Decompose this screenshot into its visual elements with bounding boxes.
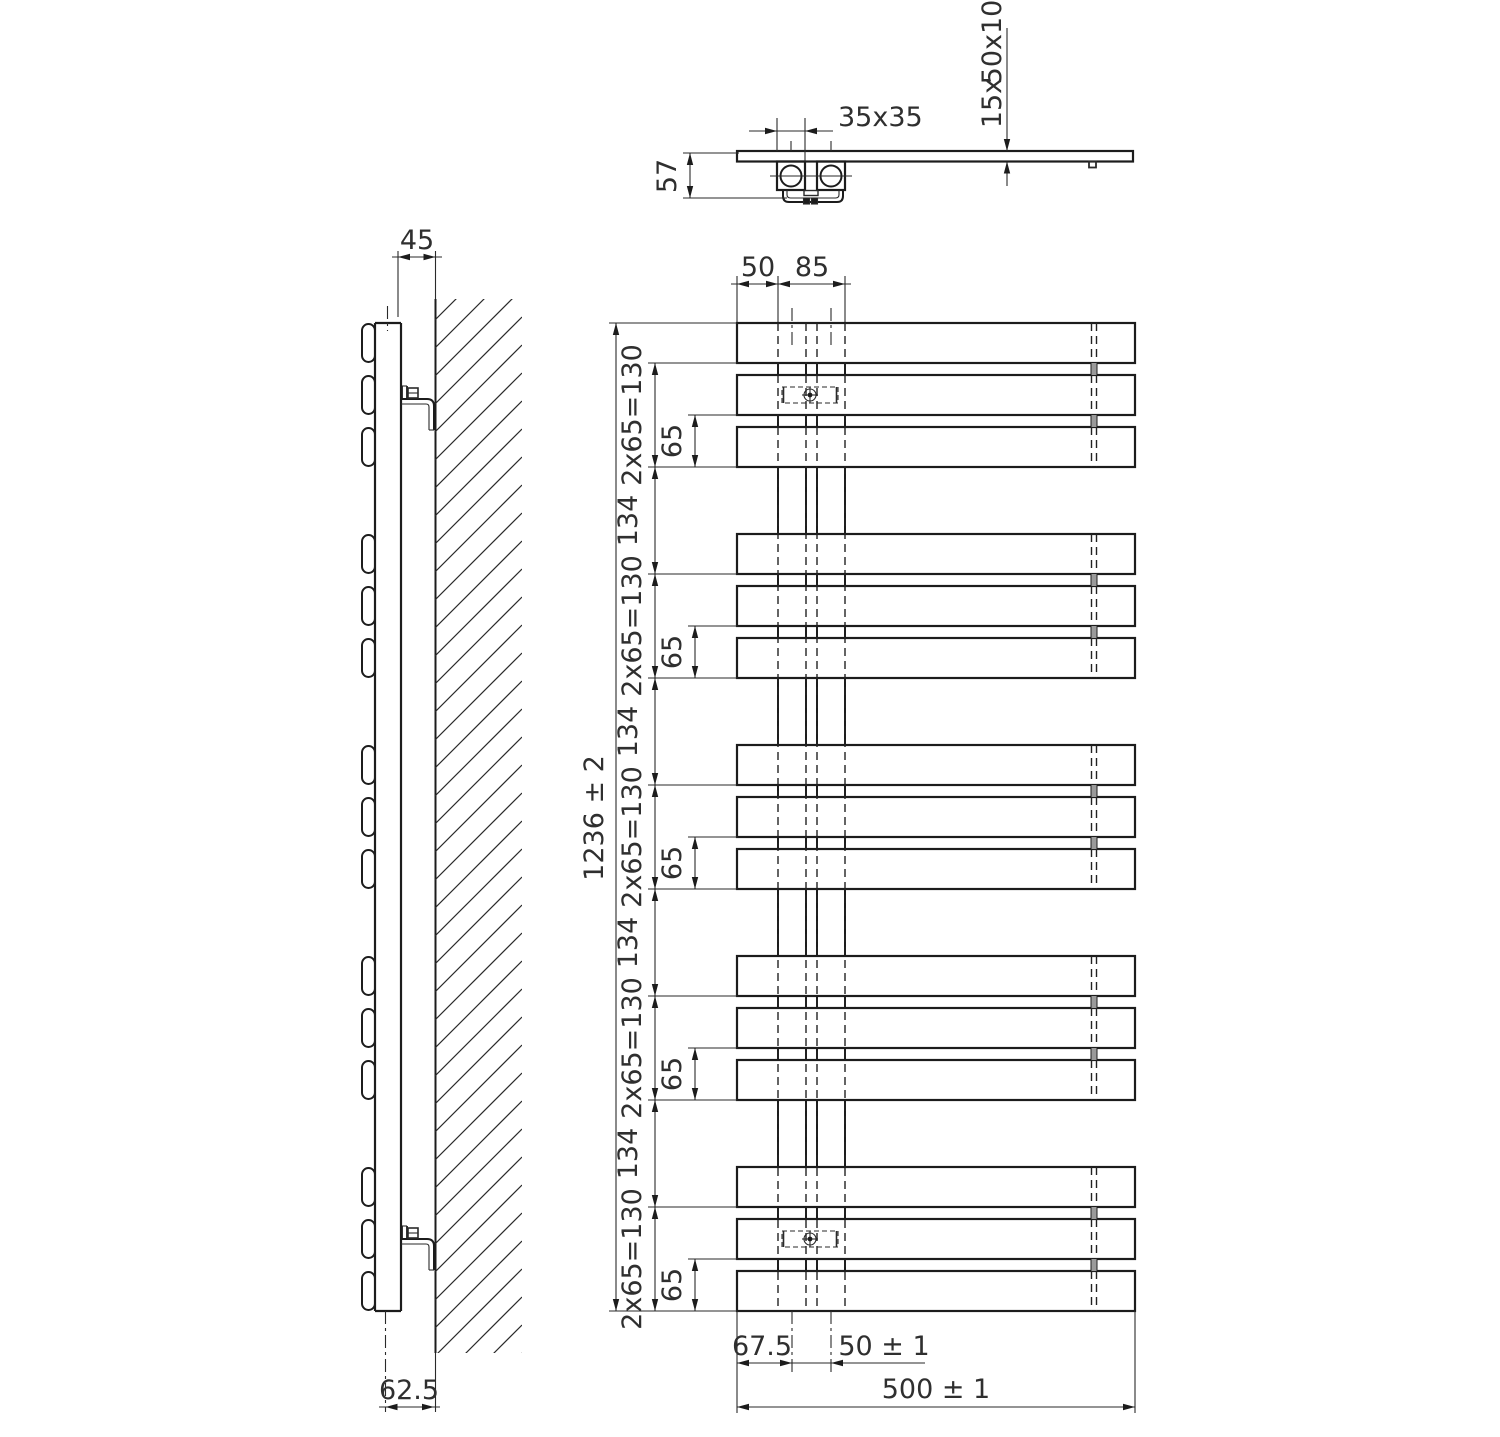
front-bar bbox=[737, 375, 1135, 415]
top-bar-plate bbox=[737, 151, 1133, 162]
dim-group-pitch: 2x65=130 bbox=[617, 344, 648, 486]
bracket-screw-center bbox=[808, 1237, 813, 1242]
hatch-line bbox=[435, 1101, 522, 1188]
hatch-line bbox=[435, 1213, 522, 1300]
dim-group-pitch: 2x65=130 bbox=[617, 555, 648, 697]
arrowhead-icon bbox=[613, 323, 619, 335]
arrowhead-icon bbox=[687, 153, 693, 165]
right-strip-gap-fill bbox=[1092, 837, 1097, 849]
arrowhead-icon bbox=[652, 984, 658, 996]
hatch-line bbox=[435, 1045, 522, 1132]
dimension-arrows bbox=[386, 128, 1136, 1410]
side-bar bbox=[362, 535, 375, 573]
arrowhead-icon bbox=[687, 186, 693, 198]
wall-hatching bbox=[435, 233, 522, 1437]
front-bar bbox=[737, 427, 1135, 467]
hatch-line bbox=[435, 933, 522, 1020]
arrowhead-icon bbox=[652, 678, 658, 690]
arrowhead-icon bbox=[652, 773, 658, 785]
dim-group-pitch: 2x65=130 bbox=[617, 766, 648, 908]
dim-group-gap: 134 bbox=[613, 705, 644, 758]
dimension-lines bbox=[379, 28, 1135, 1437]
side-bar bbox=[362, 376, 375, 414]
hatch-line bbox=[435, 905, 522, 992]
arrowhead-icon bbox=[692, 626, 698, 638]
side-bar bbox=[362, 1272, 375, 1310]
arrowhead-icon bbox=[692, 837, 698, 849]
side-bar bbox=[362, 957, 375, 995]
front-bar bbox=[737, 1167, 1135, 1207]
hatch-line bbox=[435, 513, 522, 600]
hatch-line bbox=[435, 289, 522, 376]
dimension-labels bbox=[379, 0, 1008, 1406]
bracket-screw-center bbox=[808, 393, 813, 398]
front-bar bbox=[737, 534, 1135, 574]
arrowhead-icon bbox=[692, 877, 698, 889]
arrowhead-icon bbox=[652, 1207, 658, 1219]
hatch-line bbox=[435, 1017, 522, 1104]
hatch-line bbox=[435, 1185, 522, 1272]
right-strip-gap-fill bbox=[1092, 1048, 1097, 1060]
dim-bar-count: 15x bbox=[977, 77, 1008, 129]
arrowhead-icon bbox=[1004, 162, 1010, 174]
side-bar bbox=[362, 324, 375, 362]
dim-group-gap: 134 bbox=[613, 1127, 644, 1180]
right-strip-gap-fill bbox=[1092, 785, 1097, 797]
arrowhead-icon bbox=[692, 1299, 698, 1311]
hatch-line bbox=[435, 457, 522, 544]
hatch-line bbox=[435, 1129, 522, 1216]
arrowhead-icon bbox=[737, 1404, 749, 1410]
front-bar bbox=[737, 849, 1135, 889]
hatch-line bbox=[435, 429, 522, 516]
front-bar bbox=[737, 956, 1135, 996]
arrowhead-icon bbox=[765, 128, 777, 134]
top-bracket-nut bbox=[812, 198, 818, 204]
right-strip-gap-fill bbox=[1092, 626, 1097, 638]
dim-tubes-width: 85 bbox=[794, 252, 830, 283]
hatch-line bbox=[435, 681, 522, 768]
dim-tube-section: 35x35 bbox=[838, 102, 923, 133]
arrowhead-icon bbox=[652, 1195, 658, 1207]
dim-edge-to-axis: 67.5 bbox=[731, 1331, 793, 1362]
dim-group-pitch: 2x65=130 bbox=[617, 1188, 648, 1330]
hatch-line bbox=[435, 849, 522, 936]
side-bracket-arm-inner bbox=[401, 404, 429, 430]
right-strip-gap-fill bbox=[1092, 574, 1097, 586]
dim-group-gap: 134 bbox=[613, 916, 644, 969]
arrowhead-icon bbox=[692, 455, 698, 467]
dim-axis-to-wall: 62.5 bbox=[378, 1375, 440, 1406]
arrowhead-icon bbox=[652, 996, 658, 1008]
side-bar bbox=[362, 639, 375, 677]
hatch-line bbox=[435, 541, 522, 628]
hatch-line bbox=[435, 485, 522, 572]
side-bar bbox=[362, 587, 375, 625]
right-strip-gap-fill bbox=[1092, 415, 1097, 427]
dim-bar-pitch: 65 bbox=[657, 634, 688, 670]
right-strip-gap-fill bbox=[1092, 363, 1097, 375]
hatch-line bbox=[435, 345, 522, 432]
dim-group-gap: 134 bbox=[613, 494, 644, 547]
hatch-line bbox=[435, 793, 522, 880]
hatch-line bbox=[435, 1241, 522, 1328]
hatch-line bbox=[435, 961, 522, 1048]
front-bar bbox=[737, 323, 1135, 363]
hatch-line bbox=[435, 261, 522, 348]
arrowhead-icon bbox=[692, 415, 698, 427]
dim-bar-profile: 50x10 bbox=[977, 0, 1008, 85]
hatch-line bbox=[435, 989, 522, 1076]
arrowhead-icon bbox=[652, 1100, 658, 1112]
side-bar bbox=[362, 850, 375, 888]
hatch-line bbox=[435, 373, 522, 460]
hatch-line bbox=[435, 597, 522, 684]
right-strip-gap-fill bbox=[1092, 1259, 1097, 1271]
front-bar bbox=[737, 1219, 1135, 1259]
dim-overall-height: 1236 ± 2 bbox=[579, 755, 610, 881]
dim-group-pitch: 2x65=130 bbox=[617, 977, 648, 1119]
arrowhead-icon bbox=[692, 1088, 698, 1100]
top-right-strip-mark bbox=[1089, 162, 1096, 168]
arrowhead-icon bbox=[805, 128, 817, 134]
arrowhead-icon bbox=[692, 666, 698, 678]
arrowhead-icon bbox=[692, 1048, 698, 1060]
side-bracket-arm-inner bbox=[401, 1244, 429, 1270]
hatch-line bbox=[435, 1325, 522, 1412]
hatch-line bbox=[435, 233, 522, 320]
arrowhead-icon bbox=[652, 363, 658, 375]
side-bar bbox=[362, 1220, 375, 1258]
front-bar bbox=[737, 586, 1135, 626]
arrowhead-icon bbox=[1004, 139, 1010, 151]
side-bar bbox=[362, 1061, 375, 1099]
hatch-line bbox=[435, 401, 522, 488]
dim-bar-pitch: 65 bbox=[657, 423, 688, 459]
hatch-line bbox=[435, 709, 522, 796]
side-bar bbox=[362, 1168, 375, 1206]
arrowhead-icon bbox=[778, 281, 790, 287]
top-bracket-screw bbox=[804, 191, 818, 196]
hatch-line bbox=[435, 1353, 522, 1437]
arrowhead-icon bbox=[652, 467, 658, 479]
hatch-line bbox=[435, 821, 522, 908]
top-bracket-nut bbox=[804, 198, 810, 204]
dim-edge-to-tube: 50 bbox=[740, 252, 776, 283]
hatch-line bbox=[435, 1157, 522, 1244]
front-bar bbox=[737, 797, 1135, 837]
arrowhead-icon bbox=[692, 1259, 698, 1271]
side-bar bbox=[362, 798, 375, 836]
hidden-lines bbox=[778, 323, 1097, 1311]
front-bar bbox=[737, 745, 1135, 785]
dim-bar-pitch: 65 bbox=[657, 1056, 688, 1092]
front-bar bbox=[737, 1060, 1135, 1100]
hatch-line bbox=[435, 1297, 522, 1384]
arrowhead-icon bbox=[652, 785, 658, 797]
side-bar bbox=[362, 428, 375, 466]
dim-bar-pitch: 65 bbox=[657, 1267, 688, 1303]
hatch-line bbox=[435, 625, 522, 712]
hatch-line bbox=[435, 1269, 522, 1356]
right-strip-gap-fill bbox=[1092, 996, 1097, 1008]
arrowhead-icon bbox=[1123, 1404, 1135, 1410]
arrowhead-icon bbox=[652, 574, 658, 586]
arrowhead-icon bbox=[652, 889, 658, 901]
dim-back-to-wall: 45 bbox=[399, 225, 435, 256]
arrowhead-icon bbox=[833, 281, 845, 287]
right-strip-gap-fill bbox=[1092, 1207, 1097, 1219]
front-bar bbox=[737, 1271, 1135, 1311]
front-bar bbox=[737, 1008, 1135, 1048]
hatch-line bbox=[435, 737, 522, 824]
hatch-line bbox=[435, 765, 522, 852]
hatch-line bbox=[435, 1073, 522, 1160]
dim-depth: 57 bbox=[652, 158, 683, 194]
dim-axis-spacing: 50 ± 1 bbox=[838, 1331, 930, 1362]
side-bar bbox=[362, 1009, 375, 1047]
hatch-line bbox=[435, 653, 522, 740]
arrowhead-icon bbox=[652, 562, 658, 574]
side-bar bbox=[362, 746, 375, 784]
front-bar bbox=[737, 638, 1135, 678]
dim-bar-pitch: 65 bbox=[657, 845, 688, 881]
repeated-dimension-labels bbox=[613, 344, 688, 1330]
hatch-line bbox=[435, 569, 522, 656]
hatch-line bbox=[435, 317, 522, 404]
dim-overall-width: 500 ± 1 bbox=[881, 1374, 991, 1405]
hatch-line bbox=[435, 877, 522, 964]
